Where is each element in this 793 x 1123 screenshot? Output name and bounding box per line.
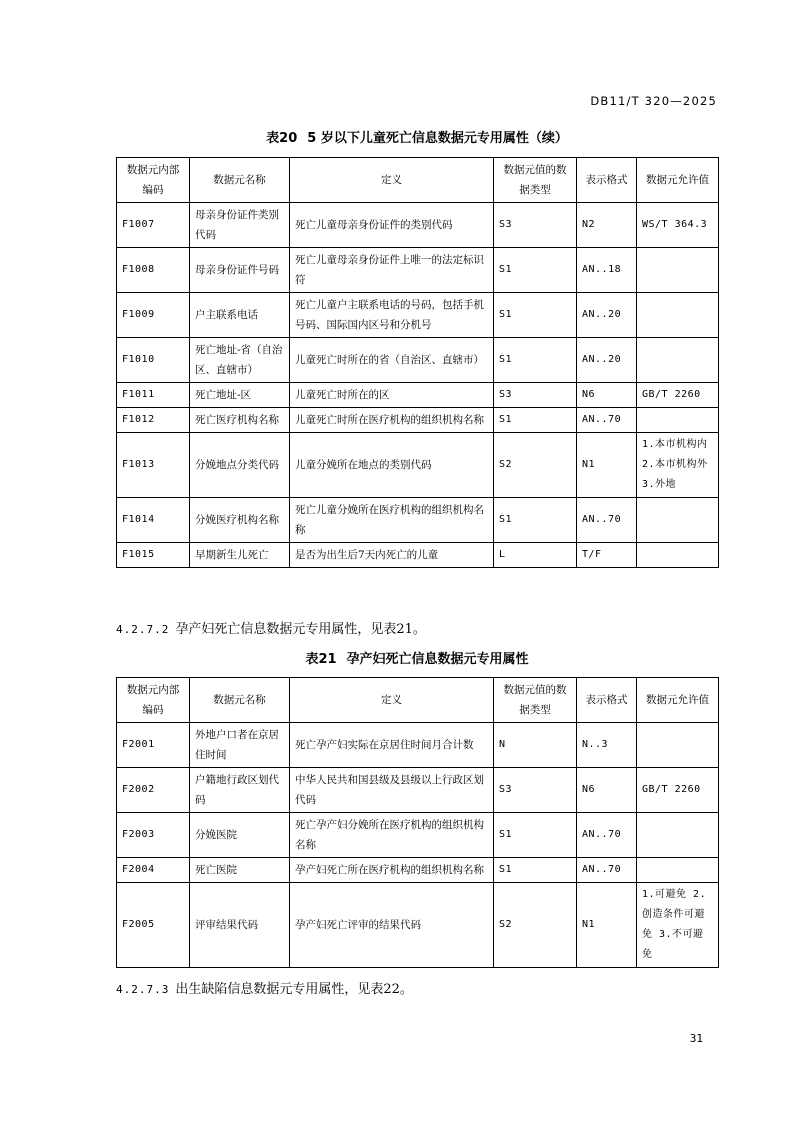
definition-cell: 儿童死亡时所在的区 [290,383,494,408]
column-header: 数据元内部编码 [117,678,190,723]
table-row [117,498,719,543]
allowed-value-cell [637,543,719,568]
table-row [117,383,719,408]
definition-cell: 死亡儿童分娩所在医疗机构的组织机构名称 [290,498,494,543]
table-20-number: 表20 [266,131,298,146]
element-name-cell: 外地户口者在京居住时间 [190,723,290,768]
table-20-caption [116,127,718,146]
data-type-cell: S1 [494,498,577,543]
format-cell: AN..70 [577,858,637,883]
allowed-value-cell [637,338,719,383]
data-type-cell: S1 [494,338,577,383]
format-cell: AN..70 [577,498,637,543]
format-cell: AN..70 [577,408,637,433]
element-code-cell: F1009 [117,293,190,338]
table-row [117,858,719,883]
table-20 [116,157,719,568]
definition-cell: 死亡孕产妇实际在京居住时间月合计数 [290,723,494,768]
data-type-cell: N [494,723,577,768]
data-type-cell: S3 [494,383,577,408]
element-code-cell: F2001 [117,723,190,768]
element-code-cell: F2002 [117,768,190,813]
element-name-cell: 户籍地行政区划代码 [190,768,290,813]
table-21-number: 表21 [305,652,337,667]
format-cell: AN..20 [577,338,637,383]
table-row [117,203,719,248]
definition-cell: 儿童分娩所在地点的类别代码 [290,433,494,498]
table-row [117,723,719,768]
format-cell: T/F [577,543,637,568]
element-code-cell: F2005 [117,883,190,968]
data-type-cell: S1 [494,408,577,433]
definition-cell: 死亡儿童母亲身份证件的类别代码 [290,203,494,248]
allowed-value-cell [637,293,719,338]
element-name-cell: 母亲身份证件类别代码 [190,203,290,248]
definition-cell: 死亡孕产妇分娩所在医疗机构的组织机构名称 [290,813,494,858]
allowed-value-cell: 1.可避免 2.创造条件可避免 3.不可避免 [637,883,719,968]
definition-cell: 死亡儿童户主联系电话的号码，包括手机号码、国际国内区号和分机号 [290,293,494,338]
element-name-cell: 死亡医院 [190,858,290,883]
clause-number: 4.2.7.2 [116,623,170,636]
data-type-cell: L [494,543,577,568]
element-name-cell: 评审结果代码 [190,883,290,968]
allowed-value-cell [637,408,719,433]
column-header: 数据元允许值 [637,158,719,203]
data-type-cell: S2 [494,433,577,498]
column-header: 表示格式 [577,158,637,203]
element-name-cell: 死亡医疗机构名称 [190,408,290,433]
table-row [117,543,719,568]
allowed-value-cell: GB/T 2260 [637,383,719,408]
element-code-cell: F2003 [117,813,190,858]
element-code-cell: F1014 [117,498,190,543]
table-21 [116,677,719,968]
definition-cell: 孕产妇死亡评审的结果代码 [290,883,494,968]
element-code-cell: F1010 [117,338,190,383]
format-cell: N1 [577,883,637,968]
allowed-value-cell: WS/T 364.3 [637,203,719,248]
column-header: 数据元名称 [190,678,290,723]
data-type-cell: S3 [494,203,577,248]
column-header: 数据元允许值 [637,678,719,723]
table-row [117,408,719,433]
element-code-cell: F1008 [117,248,190,293]
element-name-cell: 早期新生儿死亡 [190,543,290,568]
column-header: 数据元内部编码 [117,158,190,203]
element-name-cell: 分娩地点分类代码 [190,433,290,498]
table-21-caption [116,648,718,667]
element-name-cell: 户主联系电话 [190,293,290,338]
definition-cell: 儿童死亡时所在的省（自治区、直辖市） [290,338,494,383]
data-type-cell: S1 [494,813,577,858]
data-type-cell: S1 [494,858,577,883]
table-21-title: 孕产妇死亡信息数据元专用属性 [346,652,529,667]
definition-cell: 死亡儿童母亲身份证件上唯一的法定标识符 [290,248,494,293]
element-name-cell: 分娩医院 [190,813,290,858]
allowed-value-cell [637,813,719,858]
table-header-row [117,678,719,723]
definition-cell: 是否为出生后7天内死亡的儿童 [290,543,494,568]
format-cell: AN..18 [577,248,637,293]
table-header-row [117,158,719,203]
definition-cell: 儿童死亡时所在医疗机构的组织机构名称 [290,408,494,433]
standard-code: DB11/T 320—2025 [590,94,717,108]
definition-cell: 孕产妇死亡所在医疗机构的组织机构名称 [290,858,494,883]
element-name-cell: 死亡地址-省（自治区、直辖市） [190,338,290,383]
allowed-value-cell [637,858,719,883]
clause-text: 孕产妇死亡信息数据元专用属性，见表21。 [175,622,426,637]
element-name-cell: 分娩医疗机构名称 [190,498,290,543]
clause-4-2-7-3 [116,978,413,997]
definition-cell: 中华人民共和国县级及县级以上行政区划代码 [290,768,494,813]
element-code-cell: F1012 [117,408,190,433]
table-20-title: 5 岁以下儿童死亡信息数据元专用属性（续） [307,131,568,146]
table-row [117,338,719,383]
allowed-value-cell: GB/T 2260 [637,768,719,813]
format-cell: N1 [577,433,637,498]
table-row [117,293,719,338]
table-row [117,433,719,498]
element-code-cell: F1013 [117,433,190,498]
allowed-value-cell: 1.本市机构内 2.本市机构外 3.外地 [637,433,719,498]
column-header: 定义 [290,158,494,203]
format-cell: N2 [577,203,637,248]
clause-text: 出生缺陷信息数据元专用属性，见表22。 [175,982,413,997]
table-row [117,813,719,858]
clause-number: 4.2.7.3 [116,983,170,996]
table-row [117,883,719,968]
table-row [117,768,719,813]
format-cell: N6 [577,383,637,408]
format-cell: AN..70 [577,813,637,858]
column-header: 数据元名称 [190,158,290,203]
element-code-cell: F2004 [117,858,190,883]
column-header: 数据元值的数据类型 [494,158,577,203]
format-cell: N6 [577,768,637,813]
table-row [117,248,719,293]
data-type-cell: S3 [494,768,577,813]
allowed-value-cell [637,498,719,543]
element-code-cell: F1015 [117,543,190,568]
format-cell: AN..20 [577,293,637,338]
data-type-cell: S1 [494,248,577,293]
format-cell: N..3 [577,723,637,768]
column-header: 数据元值的数据类型 [494,678,577,723]
allowed-value-cell [637,248,719,293]
data-type-cell: S2 [494,883,577,968]
element-name-cell: 死亡地址-区 [190,383,290,408]
column-header: 定义 [290,678,494,723]
allowed-value-cell [637,723,719,768]
element-code-cell: F1007 [117,203,190,248]
column-header: 表示格式 [577,678,637,723]
element-name-cell: 母亲身份证件号码 [190,248,290,293]
page-number: 31 [689,1032,703,1045]
clause-4-2-7-2 [116,618,426,637]
data-type-cell: S1 [494,293,577,338]
element-code-cell: F1011 [117,383,190,408]
